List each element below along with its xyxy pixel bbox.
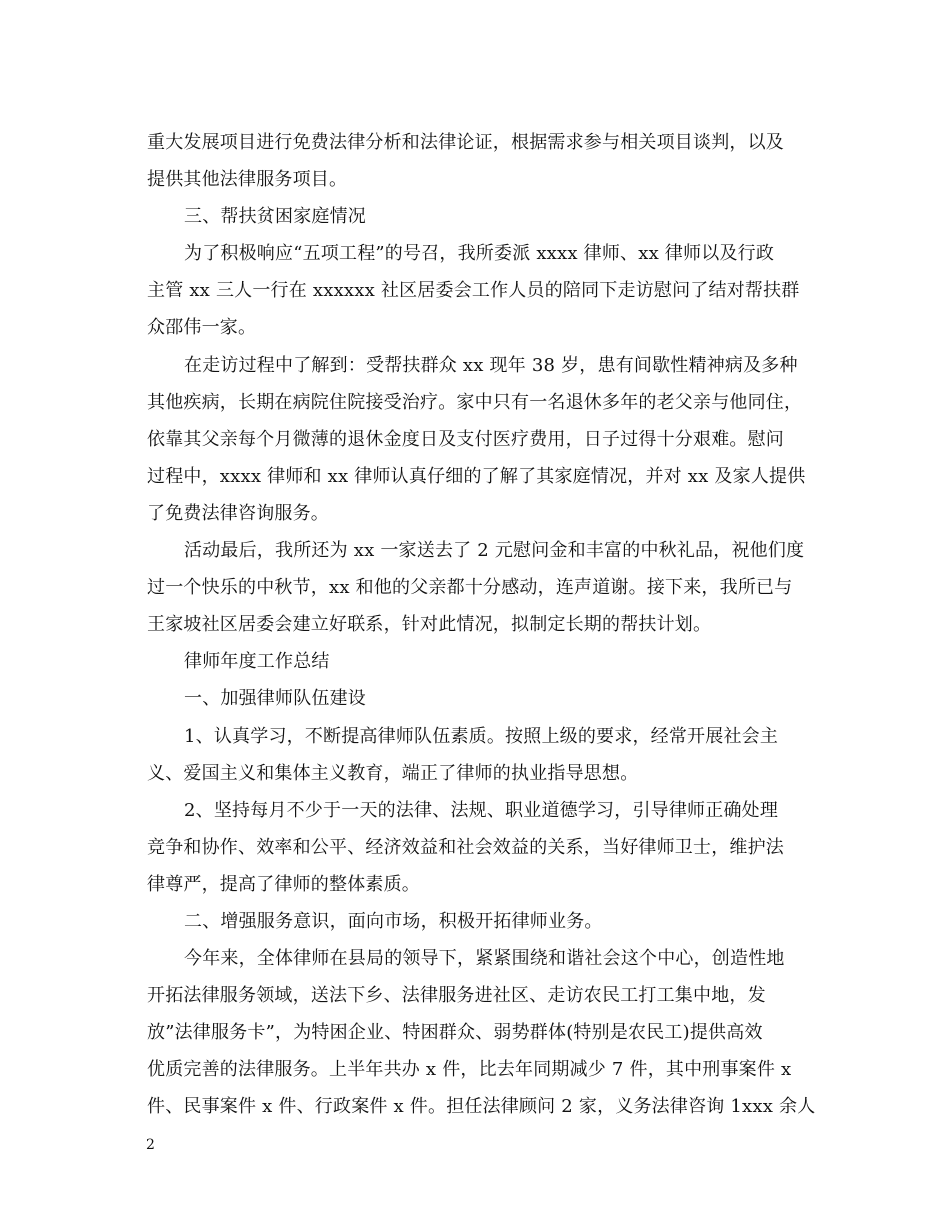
text-line: 了免费法律咨询服务。 bbox=[147, 502, 329, 524]
text-line: 放”法律服务卡”，为特困企业、特困群众、弱势群体(特别是农民工)提供高效 bbox=[147, 1022, 763, 1044]
text-line: 提供其他法律服务项目。 bbox=[147, 169, 348, 191]
text-line: 其他疾病，长期在病院住院接受治疗。家中只有一名退休多年的老父亲与他同住， bbox=[147, 391, 803, 413]
text-line: 活动最后，我所还为 xx 一家送去了 2 元慰问金和丰富的中秋礼品，祝他们度 bbox=[184, 540, 805, 562]
text-line: 主管 xx 三人一行在 xxxxxx 社区居委会工作人员的陪同下走访慰问了结对帮扶群 bbox=[147, 280, 800, 302]
text-line: 件、民事案件 x 件、行政案件 x 件。担任法律顾问 2 家，义务法律咨询 1xxx 余人 bbox=[147, 1096, 816, 1118]
text-line: 2、坚持每月不少于一天的法律、法规、职业道德学习，引导律师正确处理 bbox=[184, 799, 779, 821]
text-line: 开拓法律服务领域，送法下乡、法律服务进社区、走访农民工打工集中地，发 bbox=[147, 985, 766, 1007]
text-line: 竞争和协作、效率和公平、经济效益和社会效益的关系，当好律师卫士，维护法 bbox=[147, 836, 784, 858]
text-line: 依靠其父亲每个月微薄的退休金度日及支付医疗费用，日子过得十分艰难。慰问 bbox=[147, 428, 784, 450]
text-line: 为了积极响应“五项工程”的号召，我所委派 xxxx 律师、xx 律师以及行政 bbox=[184, 243, 775, 265]
text-line: 众邵伟一家。 bbox=[147, 317, 257, 339]
text-line: 律尊严，提高了律师的整体素质。 bbox=[147, 873, 420, 895]
document-title: 律师年度工作总结 bbox=[184, 651, 330, 673]
section-heading: 二、增强服务意识，面向市场，积极开拓律师业务。 bbox=[184, 910, 603, 932]
text-line: 过程中，xxxx 律师和 xx 律师认真仔细的了解了其家庭情况，并对 xx 及家人提供 bbox=[147, 465, 806, 487]
text-line: 义、爱国主义和集体主义教育，端正了律师的执业指导思想。 bbox=[147, 762, 639, 784]
page-number: 2 bbox=[146, 1137, 155, 1153]
section-heading: 三、帮扶贫困家庭情况 bbox=[184, 206, 366, 228]
text-line: 重大发展项目进行免费法律分析和法律论证，根据需求参与相关项目谈判，以及 bbox=[147, 132, 784, 153]
document-body bbox=[147, 124, 816, 1126]
text-line: 优质完善的法律服务。上半年共办 x 件，比去年同期减少 7 件，其中刑事案件 x bbox=[147, 1059, 792, 1081]
text-line: 今年来，全体律师在县局的领导下，紧紧围绕和谐社会这个中心，创造性地 bbox=[184, 948, 785, 970]
text-line: 过一个快乐的中秋节，xx 和他的父亲都十分感动，连声道谢。接下来，我所已与 bbox=[147, 577, 793, 599]
text-line: 1、认真学习，不断提高律师队伍素质。按照上级的要求，经常开展社会主 bbox=[184, 725, 779, 747]
text-line: 在走访过程中了解到：受帮扶群众 xx 现年 38 岁，患有间歇性精神病及多种 bbox=[184, 354, 798, 376]
text-line: 王家坡社区居委会建立好联系，针对此情况，拟制定长期的帮扶计划。 bbox=[147, 614, 712, 636]
section-heading: 一、加强律师队伍建设 bbox=[184, 688, 366, 710]
